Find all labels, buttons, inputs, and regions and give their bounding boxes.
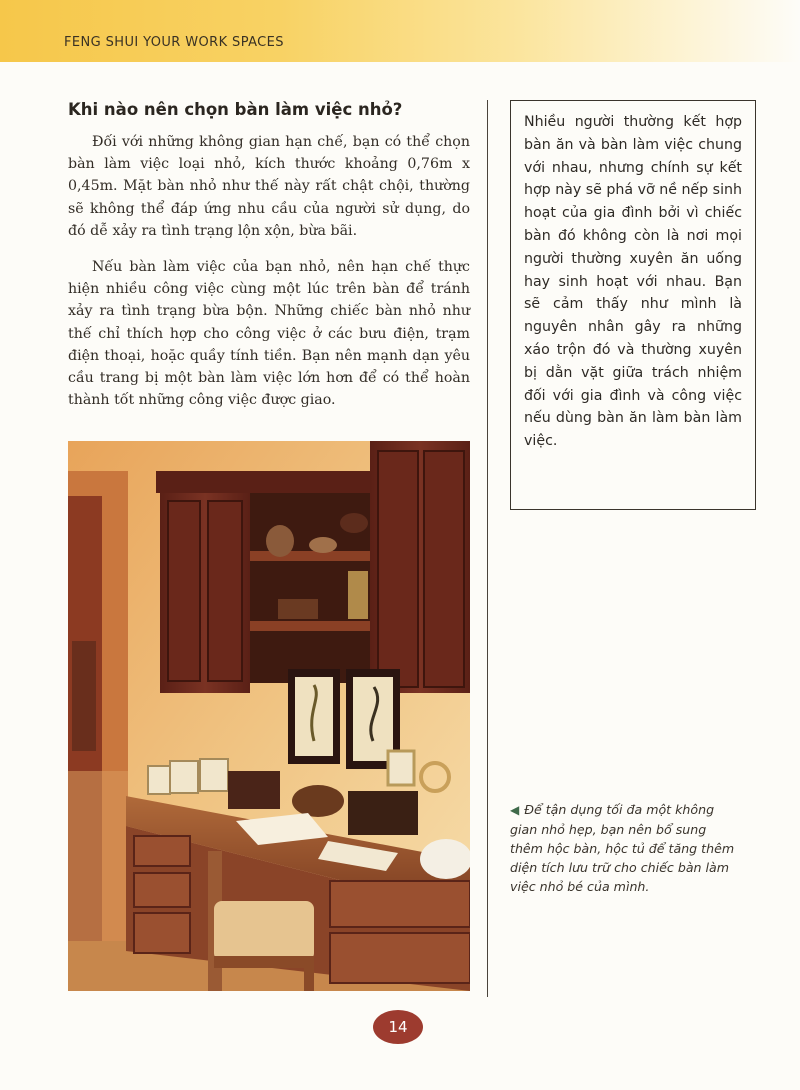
page-number: 14 <box>388 1018 408 1036</box>
photo-caption <box>510 800 742 896</box>
caption-text: Để tận dụng tối đa một không gian nhỏ hẹp, bạn nên bổ sung thêm hộc bàn, hộc tủ để tăng thêm diện tích lưu trữ cho chiếc bàn làm việc nhỏ bé của mình. <box>510 802 735 894</box>
triangle-left-icon: ◀ <box>510 803 520 817</box>
sidebar-text: Nhiều người thường kết hợp bàn ăn và bàn làm việc chung với nhau, nhưng chính sự kết hợp này sẽ phá vỡ nề nếp sinh hoạt của gia đình bởi vì chiếc bàn đó không còn là nơi mọi người thường xuyên ăn uống hay sinh hoạt với nhau. Bạn sẽ cảm thấy như mình là nguyên nhân gây ra những xáo trộn đó và thường xuyên bị dằn vặt giữa trách nhiệm đối với gia đình và công việc nếu dùng bàn ăn làm bàn làm việc. <box>524 114 742 450</box>
paragraph-1: Đối với những không gian hạn chế, bạn có thể chọn bàn làm việc loại nhỏ, kích thước khoảng 0,76m x 0,45m. Mặt bàn nhỏ như thế này rất chật chội, thường sẽ không thể đáp ứng nhu cầu của người sử dụng, do đó dễ xảy ra tình trạng lộn xộn, bừa bãi. <box>68 134 470 239</box>
paragraph-2: Nếu bàn làm việc của bạn nhỏ, nên hạn chế thực hiện nhiều công việc cùng một lúc trên bàn để tránh xảy ra tình trạng bừa bộn. Những chiếc bàn nhỏ như thế chỉ thích hợp cho công việc ở các bưu điện, trạm điện thoại, hoặc quầy tính tiền. Bạn nên mạnh dạn yêu cầu trang bị một bàn làm việc lớn hơn để có thể hoàn thành tốt những công việc được giao. <box>68 259 470 409</box>
running-header-title: FENG SHUI YOUR WORK SPACES <box>64 35 284 50</box>
workspace-photo <box>68 441 470 991</box>
section-heading: Khi nào nên chọn bàn làm việc nhỏ? <box>68 100 403 119</box>
sidebar-box <box>510 100 756 510</box>
header-band <box>0 0 800 62</box>
column-divider <box>487 100 488 997</box>
page-number-badge <box>373 1010 423 1044</box>
main-column <box>68 100 470 411</box>
